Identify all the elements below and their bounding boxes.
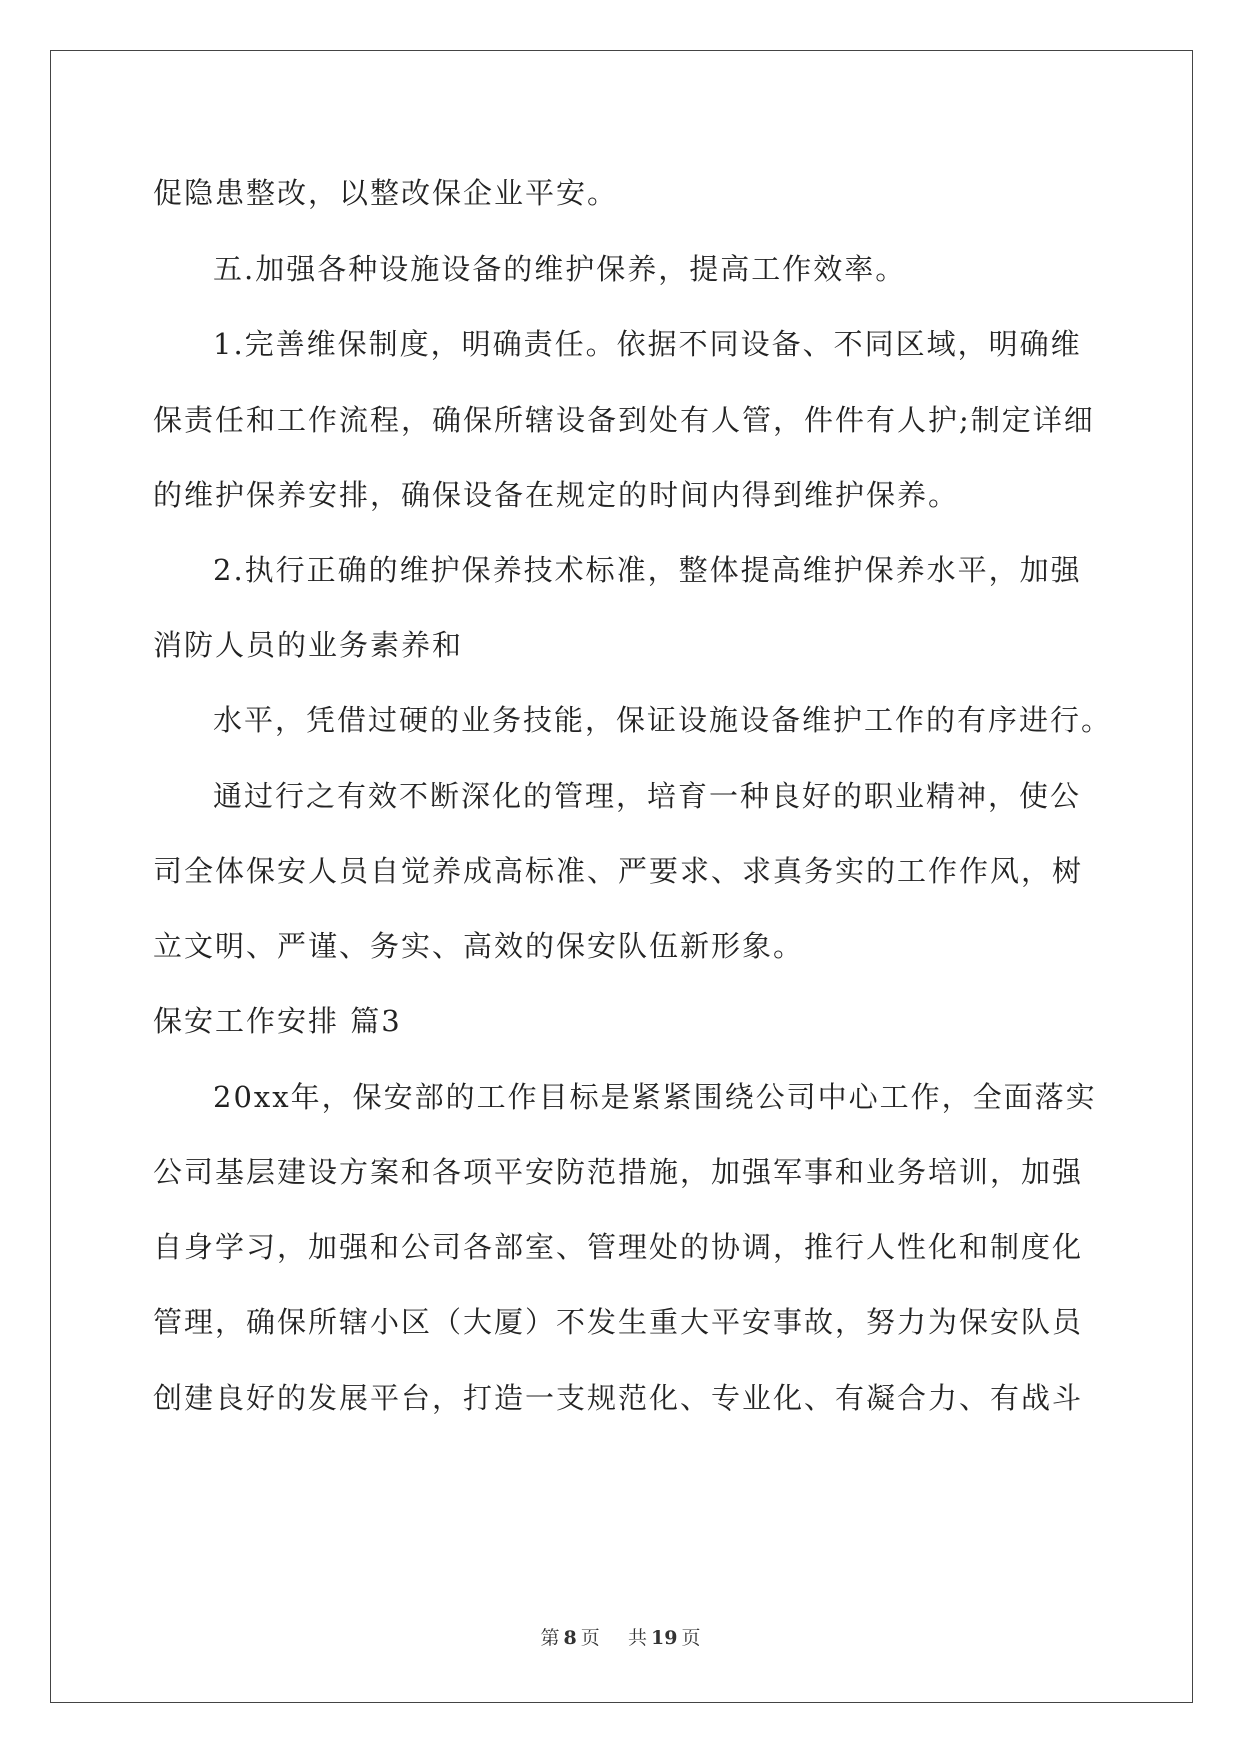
page-number: 8 — [563, 1627, 577, 1649]
body-line-3: 1.完善维保制度，明确责任。依据不同设备、不同区域，明确维 — [213, 327, 1082, 361]
body-line-1: 促隐患整改，以整改保企业平安。 — [153, 176, 619, 210]
total-prefix: 共 — [627, 1627, 647, 1649]
body-line-14: 公司基层建设方案和各项平安防范措施，加强军事和业务培训，加强 — [153, 1155, 1084, 1189]
body-line-6: 2.执行正确的维护保养技术标准，整体提高维护保养水平，加强 — [213, 553, 1082, 587]
body-line-8: 水平，凭借过硬的业务技能，保证设施设备维护工作的有序进行。 — [213, 703, 1113, 737]
body-line-11: 立文明、严谨、务实、高效的保安队伍新形象。 — [153, 929, 805, 963]
section-heading-5: 五.加强各种设施设备的维护保养，提高工作效率。 — [213, 252, 907, 286]
article-heading: 保安工作安排 篇3 — [153, 1004, 402, 1038]
page-footer — [0, 1623, 1241, 1650]
body-line-10: 司全体保安人员自觉养成高标准、严要求、求真务实的工作作风，树 — [153, 854, 1084, 888]
body-line-17: 创建良好的发展平台，打造一支规范化、专业化、有凝合力、有战斗 — [153, 1381, 1084, 1415]
body-line-5: 的维护保养安排，确保设备在规定的时间内得到维护保养。 — [153, 478, 960, 512]
page-prefix: 第 — [540, 1627, 560, 1649]
body-line-15: 自身学习，加强和公司各部室、管理处的协调，推行人性化和制度化 — [153, 1230, 1084, 1264]
body-line-9: 通过行之有效不断深化的管理，培育一种良好的职业精神，使公 — [213, 779, 1082, 813]
body-line-7: 消防人员的业务素养和 — [153, 628, 464, 662]
body-line-4: 保责任和工作流程，确保所辖设备到处有人管，件件有人护;制定详细 — [153, 403, 1095, 437]
total-pages: 19 — [650, 1627, 678, 1649]
total-suffix: 页 — [681, 1627, 701, 1649]
body-line-16: 管理，确保所辖小区（大厦）不发生重大平安事故，努力为保安队员 — [153, 1305, 1084, 1339]
body-line-13: 20xx年，保安部的工作目标是紧紧围绕公司中心工作，全面落实 — [213, 1080, 1097, 1114]
page-suffix: 页 — [580, 1627, 600, 1649]
